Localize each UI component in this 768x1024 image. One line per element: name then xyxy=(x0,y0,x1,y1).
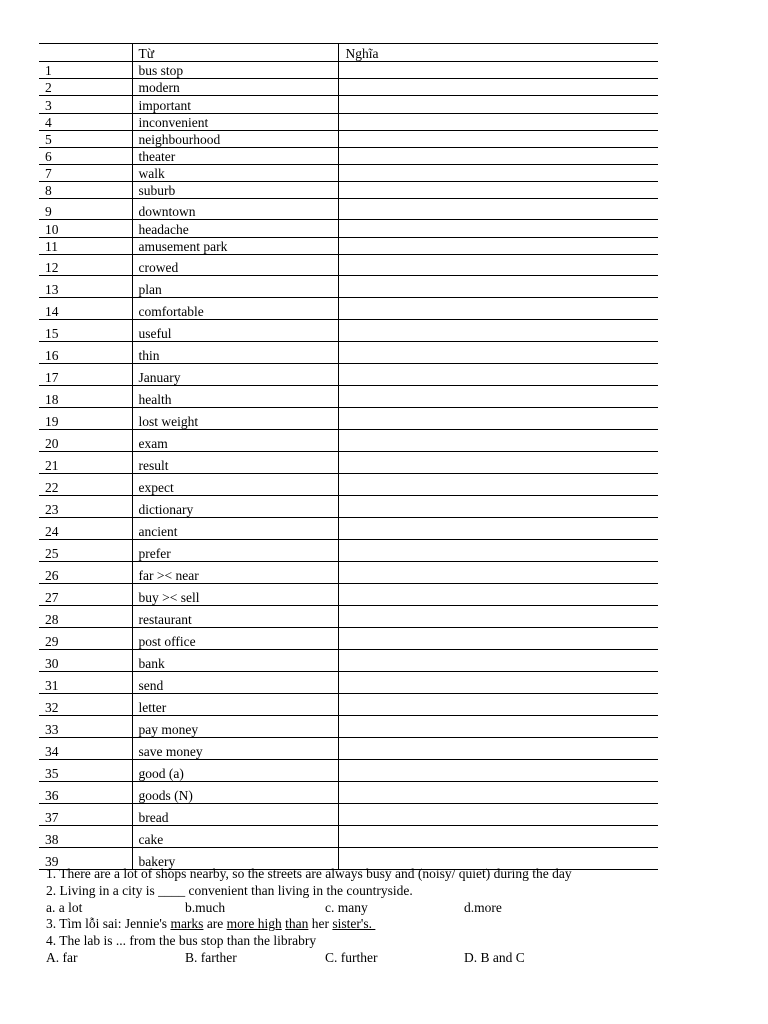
number-cell: 22 xyxy=(39,474,132,496)
table-row xyxy=(39,408,658,430)
number-cell: 1 xyxy=(39,62,132,79)
meaning-cell xyxy=(338,606,658,628)
table-row xyxy=(39,826,658,848)
table-row xyxy=(39,716,658,738)
number-cell: 11 xyxy=(39,238,132,255)
table-row xyxy=(39,804,658,826)
number-cell: 38 xyxy=(39,826,132,848)
word-cell: modern xyxy=(132,79,338,96)
meaning-cell xyxy=(338,760,658,782)
word-cell: letter xyxy=(132,694,338,716)
meaning-cell xyxy=(338,320,658,342)
word-cell: save money xyxy=(132,738,338,760)
number-cell: 9 xyxy=(39,199,132,220)
q3-text-1: are xyxy=(203,916,227,932)
table-row xyxy=(39,320,658,342)
table-row xyxy=(39,606,658,628)
number-cell: 39 xyxy=(39,848,132,870)
number-cell: 10 xyxy=(39,220,132,238)
table-row xyxy=(39,255,658,276)
number-cell: 36 xyxy=(39,782,132,804)
table-row xyxy=(39,474,658,496)
number-cell: 5 xyxy=(39,131,132,148)
word-cell: prefer xyxy=(132,540,338,562)
table-row xyxy=(39,628,658,650)
q4-option-a: A. far xyxy=(46,949,78,965)
table-row xyxy=(39,182,658,199)
word-cell: good (a) xyxy=(132,760,338,782)
number-cell: 18 xyxy=(39,386,132,408)
number-cell: 21 xyxy=(39,452,132,474)
word-cell: far >< near xyxy=(132,562,338,584)
word-cell: bank xyxy=(132,650,338,672)
meaning-cell xyxy=(338,182,658,199)
meaning-cell xyxy=(338,165,658,182)
number-cell: 17 xyxy=(39,364,132,386)
word-cell: bakery xyxy=(132,848,338,870)
number-cell: 27 xyxy=(39,584,132,606)
table-row xyxy=(39,62,658,79)
word-cell: January xyxy=(132,364,338,386)
number-cell: 25 xyxy=(39,540,132,562)
number-cell: 3 xyxy=(39,96,132,114)
meaning-cell xyxy=(338,79,658,96)
number-cell: 15 xyxy=(39,320,132,342)
word-cell: buy >< sell xyxy=(132,584,338,606)
meaning-cell xyxy=(338,408,658,430)
table-row xyxy=(39,148,658,165)
word-cell: plan xyxy=(132,276,338,298)
table-row xyxy=(39,131,658,148)
number-cell: 6 xyxy=(39,148,132,165)
question-2: 2. Living in a city is ____ convenient than living in the countryside. xyxy=(46,882,413,898)
table-row xyxy=(39,199,658,220)
meaning-cell xyxy=(338,672,658,694)
number-cell: 31 xyxy=(39,672,132,694)
number-cell: 14 xyxy=(39,298,132,320)
question-4: 4. The lab is ... from the bus stop than the librabry xyxy=(46,933,317,949)
number-cell: 32 xyxy=(39,694,132,716)
meaning-cell xyxy=(338,452,658,474)
q3-text-3: her xyxy=(308,916,333,932)
meaning-cell xyxy=(338,199,658,220)
header-meaning-cell: Nghĩa xyxy=(338,44,658,62)
table-row xyxy=(39,220,658,238)
meaning-cell xyxy=(338,562,658,584)
table-row xyxy=(39,386,658,408)
meaning-cell xyxy=(338,386,658,408)
meaning-cell xyxy=(338,131,658,148)
meaning-cell xyxy=(338,148,658,165)
meaning-cell xyxy=(338,430,658,452)
question-3 xyxy=(46,916,736,933)
word-cell: useful xyxy=(132,320,338,342)
number-cell: 2 xyxy=(39,79,132,96)
word-cell: thin xyxy=(132,342,338,364)
word-cell: walk xyxy=(132,165,338,182)
table-row xyxy=(39,79,658,96)
table-row xyxy=(39,96,658,114)
exercise-section xyxy=(46,866,736,967)
q3-error-b: more high xyxy=(226,916,282,932)
number-cell: 8 xyxy=(39,182,132,199)
word-cell: exam xyxy=(132,430,338,452)
word-cell: headache xyxy=(132,220,338,238)
meaning-cell xyxy=(338,474,658,496)
q2-option-a: a. a lot xyxy=(46,899,83,915)
number-cell: 33 xyxy=(39,716,132,738)
number-cell: 7 xyxy=(39,165,132,182)
meaning-cell xyxy=(338,364,658,386)
meaning-cell xyxy=(338,255,658,276)
meaning-cell xyxy=(338,694,658,716)
meaning-cell xyxy=(338,62,658,79)
meaning-cell xyxy=(338,584,658,606)
table-row xyxy=(39,238,658,255)
table-row xyxy=(39,165,658,182)
meaning-cell xyxy=(338,276,658,298)
word-cell: lost weight xyxy=(132,408,338,430)
meaning-cell xyxy=(338,804,658,826)
word-cell: amusement park xyxy=(132,238,338,255)
meaning-cell xyxy=(338,826,658,848)
number-cell: 23 xyxy=(39,496,132,518)
number-cell: 4 xyxy=(39,114,132,131)
meaning-cell xyxy=(338,342,658,364)
table-row xyxy=(39,782,658,804)
table-row xyxy=(39,430,658,452)
q3-error-d: sister's. xyxy=(332,916,376,932)
table-row xyxy=(39,540,658,562)
table-row xyxy=(39,518,658,540)
meaning-cell xyxy=(338,114,658,131)
header-number-cell xyxy=(39,44,132,62)
table-row xyxy=(39,496,658,518)
number-cell: 28 xyxy=(39,606,132,628)
q4-option-d: D. B and C xyxy=(464,949,525,965)
meaning-cell xyxy=(338,238,658,255)
meaning-cell xyxy=(338,738,658,760)
table-row xyxy=(39,276,658,298)
word-cell: bread xyxy=(132,804,338,826)
table-row xyxy=(39,672,658,694)
meaning-cell xyxy=(338,298,658,320)
meaning-cell xyxy=(338,628,658,650)
word-cell: comfortable xyxy=(132,298,338,320)
meaning-cell xyxy=(338,96,658,114)
number-cell: 12 xyxy=(39,255,132,276)
table-header-row xyxy=(39,44,658,62)
word-cell: dictionary xyxy=(132,496,338,518)
header-word-cell: Từ xyxy=(132,44,338,62)
word-cell: theater xyxy=(132,148,338,165)
meaning-cell xyxy=(338,650,658,672)
q3-error-c: than xyxy=(285,916,309,932)
number-cell: 26 xyxy=(39,562,132,584)
word-cell: inconvenient xyxy=(132,114,338,131)
vocabulary-table xyxy=(39,43,658,870)
q4-option-b: B. farther xyxy=(185,949,237,965)
meaning-cell xyxy=(338,782,658,804)
q3-prefix: 3. Tìm lỗi sai: Jennie's xyxy=(46,916,171,932)
table-row xyxy=(39,738,658,760)
table-row xyxy=(39,562,658,584)
question-1: 1. There are a lot of shops nearby, so the streets are always busy and (noisy/ quiet) during the day xyxy=(46,866,572,881)
table-row xyxy=(39,342,658,364)
table-row xyxy=(39,694,658,716)
number-cell: 20 xyxy=(39,430,132,452)
word-cell: expect xyxy=(132,474,338,496)
meaning-cell xyxy=(338,496,658,518)
word-cell: send xyxy=(132,672,338,694)
word-cell: crowed xyxy=(132,255,338,276)
q4-option-c: C. further xyxy=(325,949,378,965)
word-cell: neighbourhood xyxy=(132,131,338,148)
number-cell: 34 xyxy=(39,738,132,760)
number-cell: 13 xyxy=(39,276,132,298)
number-cell: 19 xyxy=(39,408,132,430)
word-cell: restaurant xyxy=(132,606,338,628)
q3-error-a: marks xyxy=(170,916,204,932)
meaning-cell xyxy=(338,716,658,738)
word-cell: bus stop xyxy=(132,62,338,79)
word-cell: downtown xyxy=(132,199,338,220)
number-cell: 30 xyxy=(39,650,132,672)
number-cell: 24 xyxy=(39,518,132,540)
number-cell: 35 xyxy=(39,760,132,782)
word-cell: post office xyxy=(132,628,338,650)
table-row xyxy=(39,452,658,474)
meaning-cell xyxy=(338,518,658,540)
table-row xyxy=(39,584,658,606)
word-cell: pay money xyxy=(132,716,338,738)
meaning-cell xyxy=(338,540,658,562)
word-cell: goods (N) xyxy=(132,782,338,804)
table-row xyxy=(39,114,658,131)
table-row xyxy=(39,650,658,672)
word-cell: result xyxy=(132,452,338,474)
q2-option-c: c. many xyxy=(325,899,368,915)
word-cell: cake xyxy=(132,826,338,848)
meaning-cell xyxy=(338,220,658,238)
question-4-options xyxy=(46,950,736,967)
table-row xyxy=(39,364,658,386)
word-cell: ancient xyxy=(132,518,338,540)
question-2-options xyxy=(46,900,736,917)
word-cell: health xyxy=(132,386,338,408)
number-cell: 16 xyxy=(39,342,132,364)
word-cell: important xyxy=(132,96,338,114)
q2-option-d: d.more xyxy=(464,899,502,915)
q2-option-b: b.much xyxy=(185,899,226,915)
number-cell: 37 xyxy=(39,804,132,826)
number-cell: 29 xyxy=(39,628,132,650)
word-cell: suburb xyxy=(132,182,338,199)
table-row xyxy=(39,760,658,782)
table-row xyxy=(39,298,658,320)
